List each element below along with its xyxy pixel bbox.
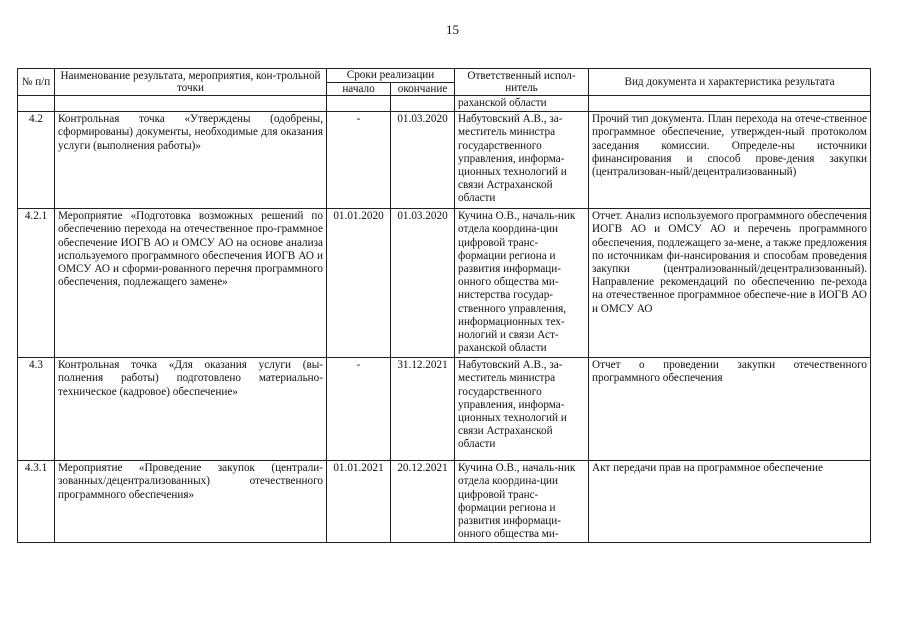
row-end: 01.03.2020	[391, 209, 455, 358]
header-name: Наименование результата, мероприятия, кон-трольной точки	[55, 69, 327, 96]
page-number: 15	[446, 22, 459, 37]
row-num: 4.3.1	[18, 461, 55, 543]
row-name: Контрольная точка «Для оказания услуги (вы-полнения работы) подготовлено материально-техническое (кадровое) обеспечение»	[55, 358, 327, 461]
continuation-row	[18, 96, 871, 112]
header-row	[18, 69, 871, 83]
row-name: Контрольная точка «Утверждены (одобрены, сформированы) документы, необходимые для оказания услуги (выполнения работы)»	[55, 112, 327, 209]
header-start: начало	[327, 82, 391, 96]
row-start: 01.01.2021	[327, 461, 391, 543]
continuation-responsible: раханской области	[455, 96, 589, 112]
row-num: 4.2	[18, 112, 55, 209]
row-responsible: Кучина О.В., началь-ник отдела координа-ции цифровой транс-формации региона и развития информаци-онного общества ми-нистерства государ-ственного управления, информационных тех-нологий и связи Аст-раханской области	[455, 209, 589, 358]
row-name: Мероприятие «Проведение закупок (централи-зованных/децентрализованных) отечественного программного обеспечения»	[55, 461, 327, 543]
implementation-plan-table	[17, 68, 871, 543]
row-end: 20.12.2021	[391, 461, 455, 543]
row-name: Мероприятие «Подготовка возможных решений по обеспечению перехода на отечественное про-граммное обеспечение ИОГВ АО и ОМСУ АО на основе анализа используемого программного обеспечения ИОГВ АО и ОМСУ АО и сформи-рованного перечня программного обеспечения, подлежащего замене»	[55, 209, 327, 358]
row-responsible: Набутовский А.В., за-меститель министра государственного управления, информа-ционных технологий и связи Астраханской области	[455, 112, 589, 209]
header-terms: Сроки реализации	[327, 69, 455, 83]
row-end: 31.12.2021	[391, 358, 455, 461]
table-row	[18, 461, 871, 543]
row-start: -	[327, 358, 391, 461]
row-doc: Отчет о проведении закупки отечественного программного обеспечения	[589, 358, 871, 461]
row-doc: Прочий тип документа. План перехода на отече-ственное программное обеспечение, утвержден-ный протоколом заседания комиссии. Определе-ны источники финансирования и способ прове-дения закупки (централизован-ный/децентрализованный)	[589, 112, 871, 209]
row-doc: Акт передачи прав на программное обеспечение	[589, 461, 871, 543]
row-start: 01.01.2020	[327, 209, 391, 358]
row-end: 01.03.2020	[391, 112, 455, 209]
header-responsible: Ответственный испол-нитель	[455, 69, 589, 96]
row-doc: Отчет. Анализ используемого программного обеспечения ИОГВ АО и ОМСУ АО и перечень программного обеспечения, подлежащего за-мене, а также предложения по источникам фи-нансирования и способам проведения закупки (централизованный/децентрализованный). Направление рекомендаций по обеспечению пе-рехода на отечественное программное обеспече-ние в ИОГВ АО и ОМСУ АО	[589, 209, 871, 358]
header-num: № п/п	[18, 69, 55, 96]
header-doc: Вид документа и характеристика результата	[589, 69, 871, 96]
row-start: -	[327, 112, 391, 209]
row-num: 4.2.1	[18, 209, 55, 358]
row-responsible: Набутовский А.В., за-меститель министра государственного управления, информа-ционных технологий и связи Астраханской области	[455, 358, 589, 461]
table-row	[18, 209, 871, 358]
row-num: 4.3	[18, 358, 55, 461]
table-row	[18, 358, 871, 461]
table-row	[18, 112, 871, 209]
row-responsible: Кучина О.В., началь-ник отдела координа-ции цифровой транс-формации региона и развития информаци-онного общества ми-	[455, 461, 589, 543]
header-end: окончание	[391, 82, 455, 96]
